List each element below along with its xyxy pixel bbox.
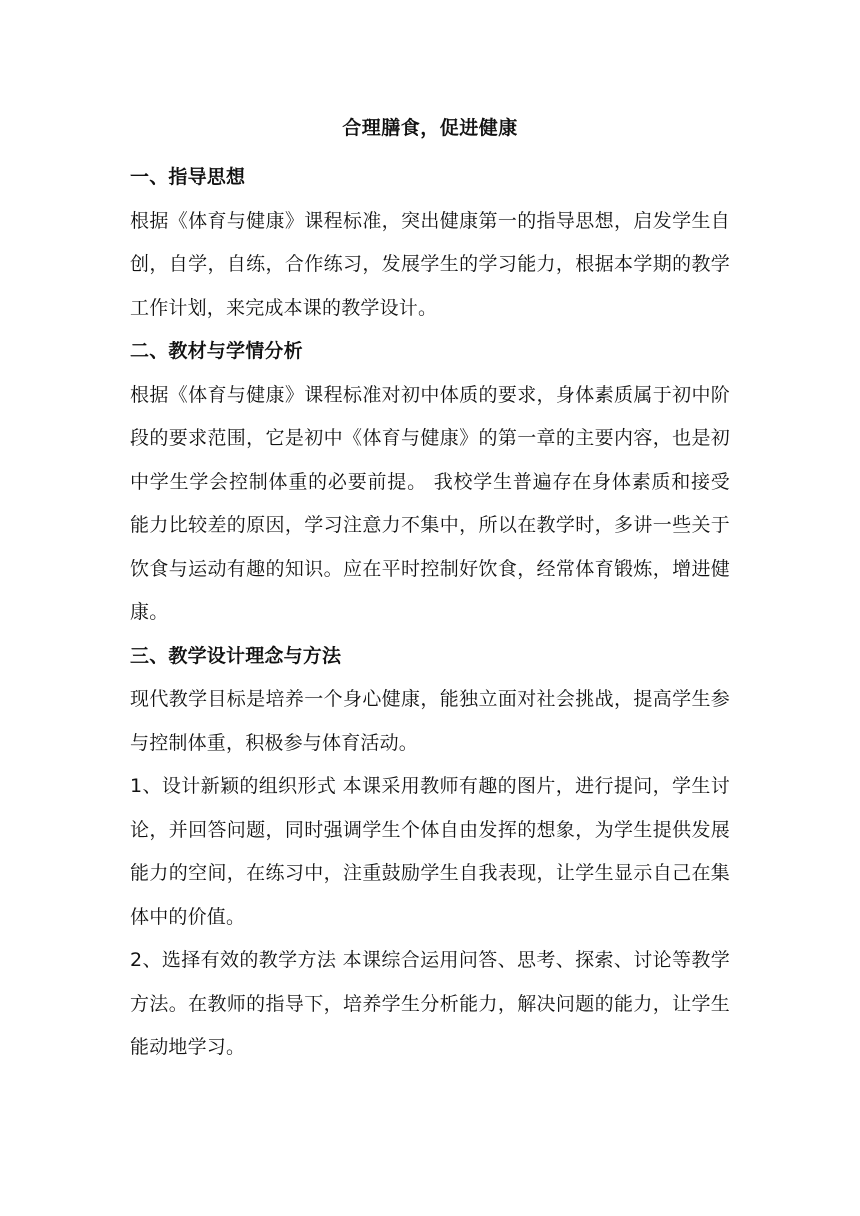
- paragraph-design-concept-item-2: 2、选择有效的教学方法 本课综合运用问答、思考、探索、讨论等教学方法。在教师的指导下，培养学生分析能力，解决问题的能力，让学生能动地学习。: [130, 949, 730, 1058]
- section-heading-material-analysis: 二、教材与学情分析: [130, 340, 303, 362]
- document-page: [130, 112, 730, 1070]
- paragraph-design-concept-intro: 现代教学目标是培养一个身心健康，能独立面对社会挑战，提高学生参与控制体重，积极参与体育活动。: [130, 688, 730, 754]
- section-heading-design-concept: 三、教学设计理念与方法: [130, 644, 342, 667]
- section-heading-guiding-ideology: 一、指导思想: [130, 166, 246, 188]
- paragraph-design-concept-item-1: 1、设计新颖的组织形式 本课采用教师有趣的图片，进行提问，学生讨论，并回答问题，同时强调学生个体自由发挥的想象，为学生提供发展能力的空间，在练习中，注重鼓励学生自我表现，让学生显示自己在集体中的价值。: [130, 775, 730, 928]
- paragraph-material-analysis: 根据《体育与健康》课程标准对初中体质的要求，身体素质属于初中阶段的要求范围，它是初中《体育与健康》的第一章的主要内容，也是初中学生学会控制体重的必要前提。 我校学生普遍存在身体素质和接受能力比较差的原因，学习注意力不集中，所以在教学时，多讲一些关于饮食与运动有趣的知识。应在平时控制好饮食，经常体育锻炼，增进健康。: [130, 383, 730, 623]
- document-title: 合理膳食，促进健康: [342, 117, 518, 139]
- paragraph-guiding-ideology: 根据《体育与健康》课程标准，突出健康第一的指导思想，启发学生自创，自学，自练，合作练习，发展学生的学习能力，根据本学期的教学工作计划，来完成本课的教学设计。: [130, 209, 730, 319]
